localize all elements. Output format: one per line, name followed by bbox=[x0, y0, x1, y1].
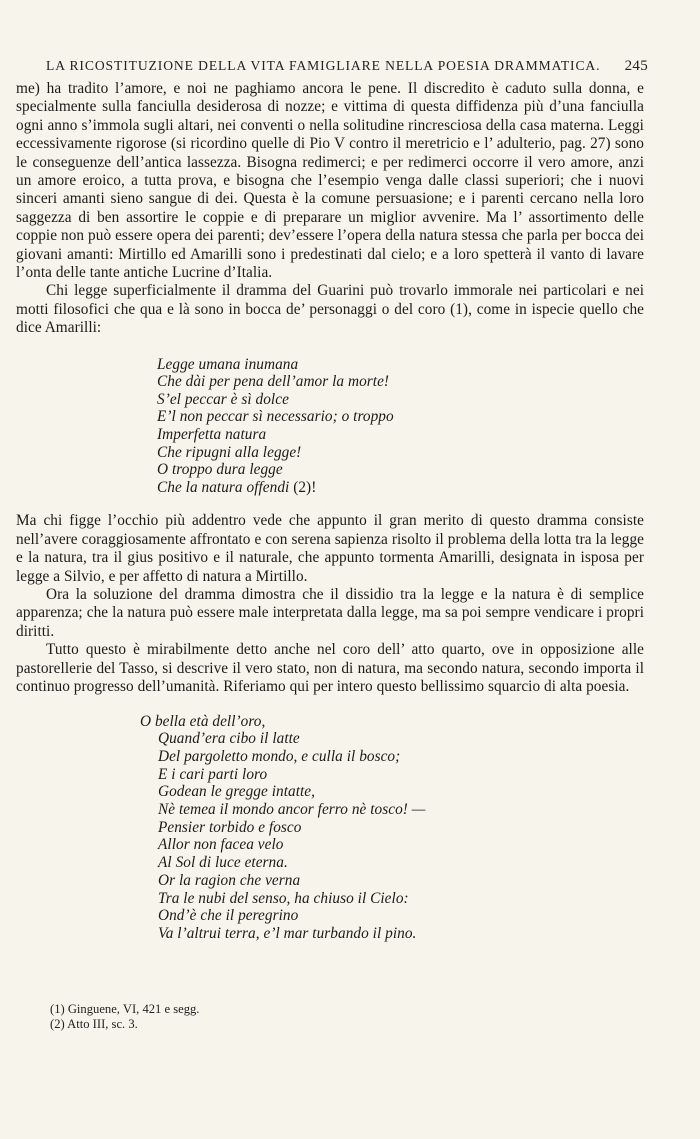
page-number: 245 bbox=[624, 58, 648, 74]
verse-line: Quand’era cibo il latte bbox=[158, 730, 300, 748]
page-body bbox=[16, 80, 644, 943]
verse-line: Che dài per pena dell’amor la morte! bbox=[157, 373, 390, 391]
verse-coro bbox=[140, 713, 644, 943]
verse-line: E i cari parti loro bbox=[158, 765, 268, 783]
footnote-2: (2) Atto III, sc. 3. bbox=[50, 1017, 138, 1031]
verse-line: Or la ragion che verna bbox=[158, 871, 301, 889]
running-title: LA RICOSTITUZIONE DELLA VITA FAMIGLIARE NELLA POESIA DRAMMATICA. bbox=[46, 58, 601, 73]
paragraph-5: Tutto questo è mirabilmente detto anche nel coro dell’ atto quarto, ove in opposizione alle pastorellerie del Tasso, si descrive il vero stato, non di natura, ma secondo natura, secondo importa il continuo progresso dell’umanità. Riferiamo qui per intero questo bellissimo squarcio di alta poesia. bbox=[16, 641, 644, 696]
verse-line-text: Che la natura offendi bbox=[157, 478, 290, 496]
paragraph-1: me) ha tradito l’amore, e noi ne paghiamo ancora le pene. Il discredito è caduto sulla donna, e specialmente sulla fanciulla desiderosa di nozze; e vittima di questa diffidenza più d’una fanciulla ogni anno s’immola sugli altari, nei conventi o nella solitudine rincresciosa della casa materna. Leggi eccessivamente rigorose (si ricordino quelle di Pio V contro il meretricio e l’ adulterio, pag. 27) sono le conseguenze dell’antica lassezza. Bisogna redimerci; e per redimerci occorre il vero amore, anzi un amore eroico, a tutta prova, e bisogna che l’esempio venga dalle classi superiori; che i nuovi sinceri amanti sieno sangue di dei. Questa è la comune persuasione; e i parenti cercano nella loro saggezza di ben assortire le coppie e di preparare un miglior avvenire. Ma l’ assortimento delle coppie non può essere opera dei parenti; dev’essere l’opera della natura stessa che parla per bocca dei giovani amanti: Mirtillo ed Amarilli sono i predestinati dal cielo; e a loro spetterà il vanto di lavare l’onta delle tante antiche Lucrine d’Italia. bbox=[16, 80, 644, 282]
verse-line: Godean le gregge intatte, bbox=[158, 783, 316, 801]
verse-line: Va l’altrui terra, e’l mar turbando il pino. bbox=[158, 924, 417, 942]
verse-line-last bbox=[157, 479, 644, 497]
paragraph-2: Chi legge superficialmente il dramma del Guarini può trovarlo immorale nei particolari e nei motti filosofici che qua e là sono in bocca de’ personaggi o del coro (1), come in ispecie quello che dice Amarilli: bbox=[16, 282, 644, 337]
footnotes bbox=[50, 1002, 199, 1032]
verse-line: S’el peccar è sì dolce bbox=[157, 390, 289, 408]
verse-line: Del pargoletto mondo, e culla il bosco; bbox=[158, 747, 401, 765]
verse-line: Pensier torbido e fosco bbox=[158, 818, 302, 836]
verse-line: Ond’è che il peregrino bbox=[158, 907, 299, 925]
verse-line: Legge umana inumana bbox=[157, 355, 299, 373]
verse-line: Imperfetta natura bbox=[157, 426, 267, 444]
footnote-1: (1) Ginguene, VI, 421 e segg. bbox=[50, 1002, 200, 1016]
paragraph-4: Ora la soluzione del dramma dimostra che il dissidio tra la legge e la natura è di semplice apparenza; che la natura può essere male interpretata dalla legge, ma sa poi sempre vendicare i propri diritti. bbox=[16, 586, 644, 640]
paragraph-3: Ma chi figge l’occhio più addentro vede che appunto il gran merito di questo dramma consiste nell’avere coraggiosamente affrontato e con serena sapienza risolto il problema della lotta tra la legge e la natura, tra il gius positivo e il naturale, che appunto tormenta Amarilli, designata in isposa per legge a Silvio, e per affetto di natura a Mirtillo. bbox=[16, 512, 644, 585]
verse-line: O troppo dura legge bbox=[157, 461, 283, 479]
verse-line: Che ripugni alla legge! bbox=[157, 443, 302, 461]
verse-line: O bella età dell’oro, bbox=[140, 712, 266, 730]
spacer bbox=[16, 496, 644, 512]
verse-line: Allor non facea velo bbox=[158, 836, 284, 854]
footnote-ref: (2)! bbox=[293, 478, 317, 496]
verse-line: Nè temea il mondo ancor ferro nè tosco! — bbox=[158, 801, 426, 819]
verse-line: E’l non peccar sì necessario; o troppo bbox=[157, 408, 394, 426]
verse-amarilli bbox=[157, 356, 644, 497]
verse-line: Tra le nubi del senso, ha chiuso il Cielo: bbox=[158, 889, 409, 907]
running-header bbox=[46, 58, 648, 75]
verse-line: Al Sol di luce eterna. bbox=[158, 854, 288, 872]
